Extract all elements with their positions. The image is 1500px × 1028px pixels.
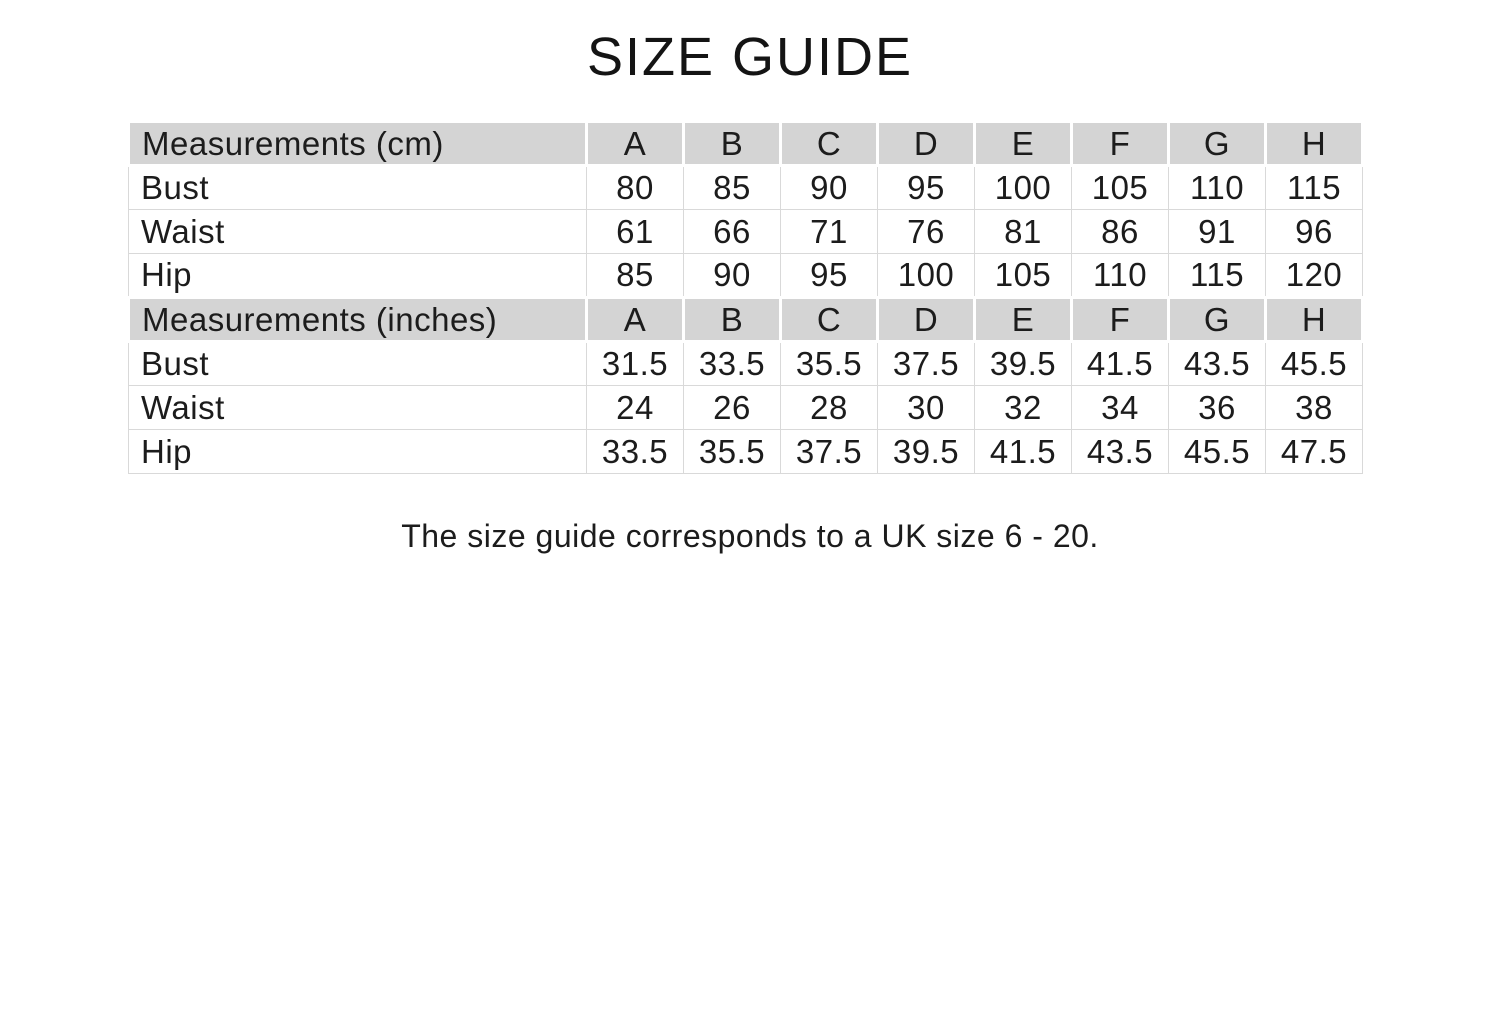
measurement-value: 81 — [975, 210, 1072, 254]
size-column-header: A — [587, 298, 684, 342]
measurement-value: 85 — [684, 166, 781, 210]
size-guide-note: The size guide corresponds to a UK size 6 - 20. — [401, 518, 1099, 554]
measurement-value: 35.5 — [684, 430, 781, 474]
measurement-value: 95 — [878, 166, 975, 210]
size-column-header: A — [587, 122, 684, 166]
measurement-value: 43.5 — [1169, 342, 1266, 386]
measurement-value: 71 — [781, 210, 878, 254]
row-label: Waist — [129, 386, 587, 430]
measurement-value: 85 — [587, 254, 684, 298]
section-header-label: Measurements (inches) — [129, 298, 587, 342]
measurement-value: 39.5 — [878, 430, 975, 474]
size-column-header: E — [975, 298, 1072, 342]
measurement-value: 33.5 — [587, 430, 684, 474]
measurement-value: 24 — [587, 386, 684, 430]
size-column-header: E — [975, 122, 1072, 166]
row-label: Bust — [129, 342, 587, 386]
measurement-value: 32 — [975, 386, 1072, 430]
measurement-row-bust-inches — [129, 342, 1363, 386]
measurement-value: 45.5 — [1266, 342, 1363, 386]
measurement-value: 110 — [1072, 254, 1169, 298]
measurement-value: 31.5 — [587, 342, 684, 386]
size-column-header: B — [684, 298, 781, 342]
page-title: SIZE GUIDE — [586, 27, 914, 87]
measurement-value: 37.5 — [878, 342, 975, 386]
section-header-label: Measurements (cm) — [129, 122, 587, 166]
size-column-header: F — [1072, 122, 1169, 166]
row-label: Waist — [129, 210, 587, 254]
measurement-value: 43.5 — [1072, 430, 1169, 474]
size-column-header: D — [878, 298, 975, 342]
measurement-value: 41.5 — [1072, 342, 1169, 386]
section-header-row-inches — [129, 298, 1363, 342]
row-label: Hip — [129, 430, 587, 474]
size-column-header: F — [1072, 298, 1169, 342]
measurement-value: 76 — [878, 210, 975, 254]
size-column-header: H — [1266, 122, 1363, 166]
measurement-value: 38 — [1266, 386, 1363, 430]
measurement-value: 61 — [587, 210, 684, 254]
measurement-value: 100 — [975, 166, 1072, 210]
measurement-row-waist-inches — [129, 386, 1363, 430]
measurement-row-hip-inches — [129, 430, 1363, 474]
measurement-value: 41.5 — [975, 430, 1072, 474]
measurement-value: 95 — [781, 254, 878, 298]
measurement-value: 28 — [781, 386, 878, 430]
measurement-value: 86 — [1072, 210, 1169, 254]
measurement-value: 26 — [684, 386, 781, 430]
measurement-row-bust-cm — [129, 166, 1363, 210]
size-column-header: H — [1266, 298, 1363, 342]
measurement-value: 105 — [975, 254, 1072, 298]
measurement-value: 90 — [684, 254, 781, 298]
measurement-value: 34 — [1072, 386, 1169, 430]
size-column-header: C — [781, 122, 878, 166]
measurement-row-waist-cm — [129, 210, 1363, 254]
size-column-header: B — [684, 122, 781, 166]
measurement-value: 39.5 — [975, 342, 1072, 386]
row-label: Bust — [129, 166, 587, 210]
section-header-row-cm — [129, 122, 1363, 166]
measurement-value: 80 — [587, 166, 684, 210]
measurement-value: 35.5 — [781, 342, 878, 386]
measurement-value: 37.5 — [781, 430, 878, 474]
row-label: Hip — [129, 254, 587, 298]
measurement-value: 120 — [1266, 254, 1363, 298]
measurement-value: 33.5 — [684, 342, 781, 386]
measurement-value: 115 — [1266, 166, 1363, 210]
measurement-value: 100 — [878, 254, 975, 298]
size-column-header: D — [878, 122, 975, 166]
measurement-value: 66 — [684, 210, 781, 254]
measurement-value: 36 — [1169, 386, 1266, 430]
measurement-value: 91 — [1169, 210, 1266, 254]
size-guide-page — [0, 28, 1500, 1028]
size-column-header: G — [1169, 122, 1266, 166]
measurement-value: 96 — [1266, 210, 1363, 254]
measurement-value: 30 — [878, 386, 975, 430]
size-column-header: G — [1169, 298, 1266, 342]
measurement-value: 110 — [1169, 166, 1266, 210]
size-guide-table — [127, 120, 1364, 474]
measurement-value: 90 — [781, 166, 878, 210]
measurement-value: 47.5 — [1266, 430, 1363, 474]
measurement-value: 105 — [1072, 166, 1169, 210]
size-column-header: C — [781, 298, 878, 342]
measurement-value: 45.5 — [1169, 430, 1266, 474]
measurement-row-hip-cm — [129, 254, 1363, 298]
measurement-value: 115 — [1169, 254, 1266, 298]
